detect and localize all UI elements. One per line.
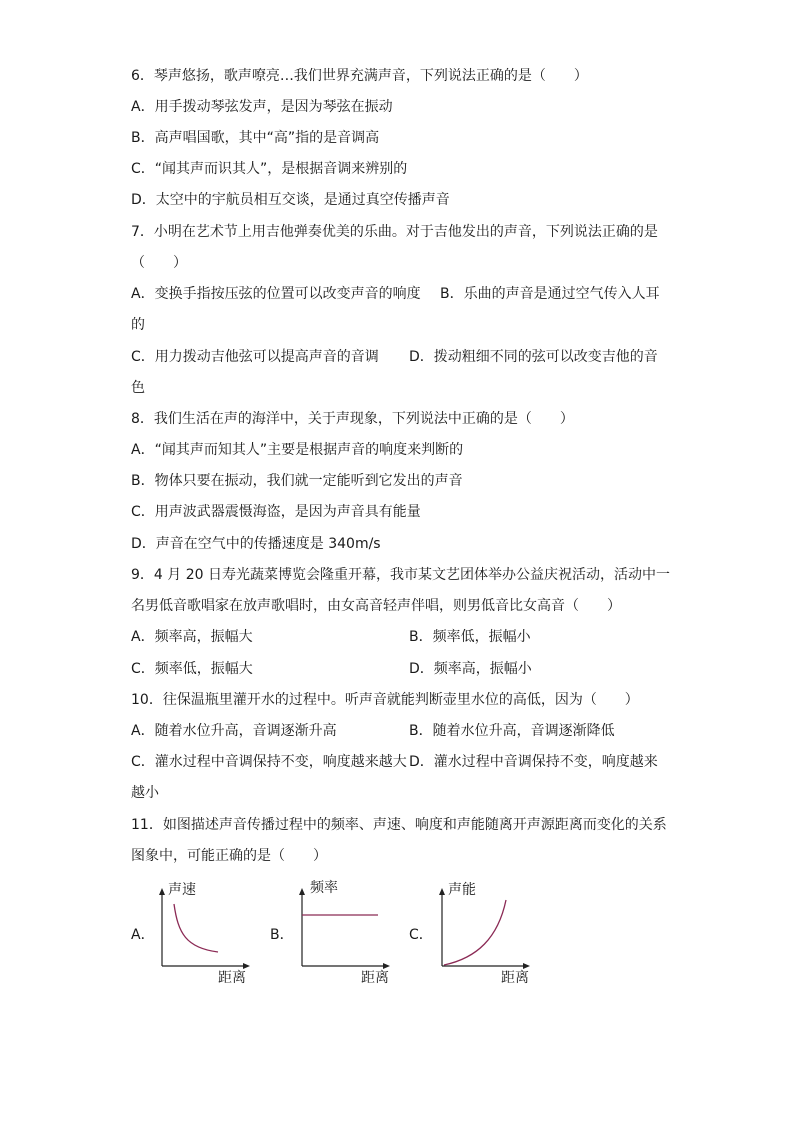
graph-c [432, 878, 542, 988]
q10-option-a: A．随着水位升高，音调逐渐升高 [131, 723, 337, 739]
graph-b-xlabel: 距离 [361, 970, 389, 986]
q9-stem: 9．4 月 20 日寿光蔬菜博览会隆重开幕，我市某文艺团体举办公益庆祝活动，活动中一 [131, 567, 670, 583]
graph-b-ylabel: 频率 [310, 880, 338, 896]
q7-option-c: C．用力拨动吉他弦可以提高声音的音调 [131, 349, 379, 365]
graph-a [152, 878, 262, 988]
q9-stem-cont: 名男低音歌唱家在放声歌唱时，由女高音轻声伴唱，则男低音比女高音（ ） [131, 598, 621, 614]
q7-option-d-cont: 色 [131, 380, 145, 396]
q10-option-c: C．灌水过程中音调保持不变，响度越来越大 [131, 754, 407, 770]
graph-a-label: A． [131, 927, 155, 943]
graph-c-curve [444, 900, 506, 965]
q7-stem: 7．小明在艺术节上用吉他弹奏优美的乐曲。对于吉他发出的声音，下列说法正确的是 [131, 224, 658, 240]
q7-option-b-cont: 的 [131, 317, 145, 333]
q9-option-a: A．频率高，振幅大 [131, 629, 253, 645]
q6-option-c: C．“闻其声而识其人”，是根据音调来辨别的 [131, 161, 408, 177]
q6-option-a: A．用手拨动琴弦发声，是因为琴弦在振动 [131, 99, 393, 115]
q9-option-c: C．频率低，振幅大 [131, 661, 253, 677]
graph-b-x-arrow [383, 963, 390, 969]
graph-a-xlabel: 距离 [218, 970, 246, 986]
q10-option-d: D．灌水过程中音调保持不变，响度越来 [409, 754, 658, 770]
q8-option-a: A．“闻其声而知其人”主要是根据声音的响度来判断的 [131, 442, 464, 458]
q7-option-a: A．变换手指按压弦的位置可以改变声音的响度 [131, 286, 421, 302]
q6-option-d: D．太空中的宇航员相互交谈，是通过真空传播声音 [131, 192, 450, 208]
graph-a-curve [174, 904, 218, 952]
q8-option-c: C．用声波武器震慑海盗，是因为声音具有能量 [131, 504, 421, 520]
q10-stem: 10．往保温瓶里灌开水的过程中。听声音就能判断壶里水位的高低，因为（ ） [131, 692, 639, 708]
q9-option-b: B．频率低，振幅小 [409, 629, 531, 645]
graph-c-label: C． [409, 927, 433, 943]
graph-c-x-arrow [523, 963, 530, 969]
graph-c-y-arrow [439, 888, 445, 895]
q7-option-d: D．拨动粗细不同的弦可以改变吉他的音 [409, 349, 658, 365]
graph-b-y-arrow [299, 888, 305, 895]
graph-c-ylabel: 声能 [448, 882, 476, 898]
graph-a-y-arrow [159, 888, 165, 895]
graph-b-label: B． [270, 927, 294, 943]
q9-option-d: D．频率高，振幅小 [409, 661, 532, 677]
q6-stem: 6．琴声悠扬，歌声嘹亮…我们世界充满声音，下列说法正确的是（ ） [131, 68, 588, 84]
q7-stem-cont: （ ） [131, 255, 187, 271]
q11-stem: 11．如图描述声音传播过程中的频率、声速、响度和声能随离开声源距离而变化的关系 [131, 817, 667, 833]
graph-a-ylabel: 声速 [168, 882, 196, 898]
q10-option-d-cont: 越小 [131, 785, 159, 801]
graph-b [292, 878, 402, 988]
q8-stem: 8．我们生活在声的海洋中，关于声现象，下列说法中正确的是（ ） [131, 411, 574, 427]
q11-stem-cont: 图象中，可能正确的是（ ） [131, 848, 327, 864]
q8-option-b: B．物体只要在振动，我们就一定能听到它发出的声音 [131, 473, 463, 489]
q7-option-b: B．乐曲的声音是通过空气传入人耳 [440, 286, 660, 302]
graph-c-xlabel: 距离 [501, 970, 529, 986]
q8-option-d: D．声音在空气中的传播速度是 340m/s [131, 536, 381, 552]
q6-option-b: B．高声唱国歌，其中“高”指的是音调高 [131, 130, 380, 146]
q10-option-b: B．随着水位升高，音调逐渐降低 [409, 723, 615, 739]
graph-a-x-arrow [243, 963, 250, 969]
